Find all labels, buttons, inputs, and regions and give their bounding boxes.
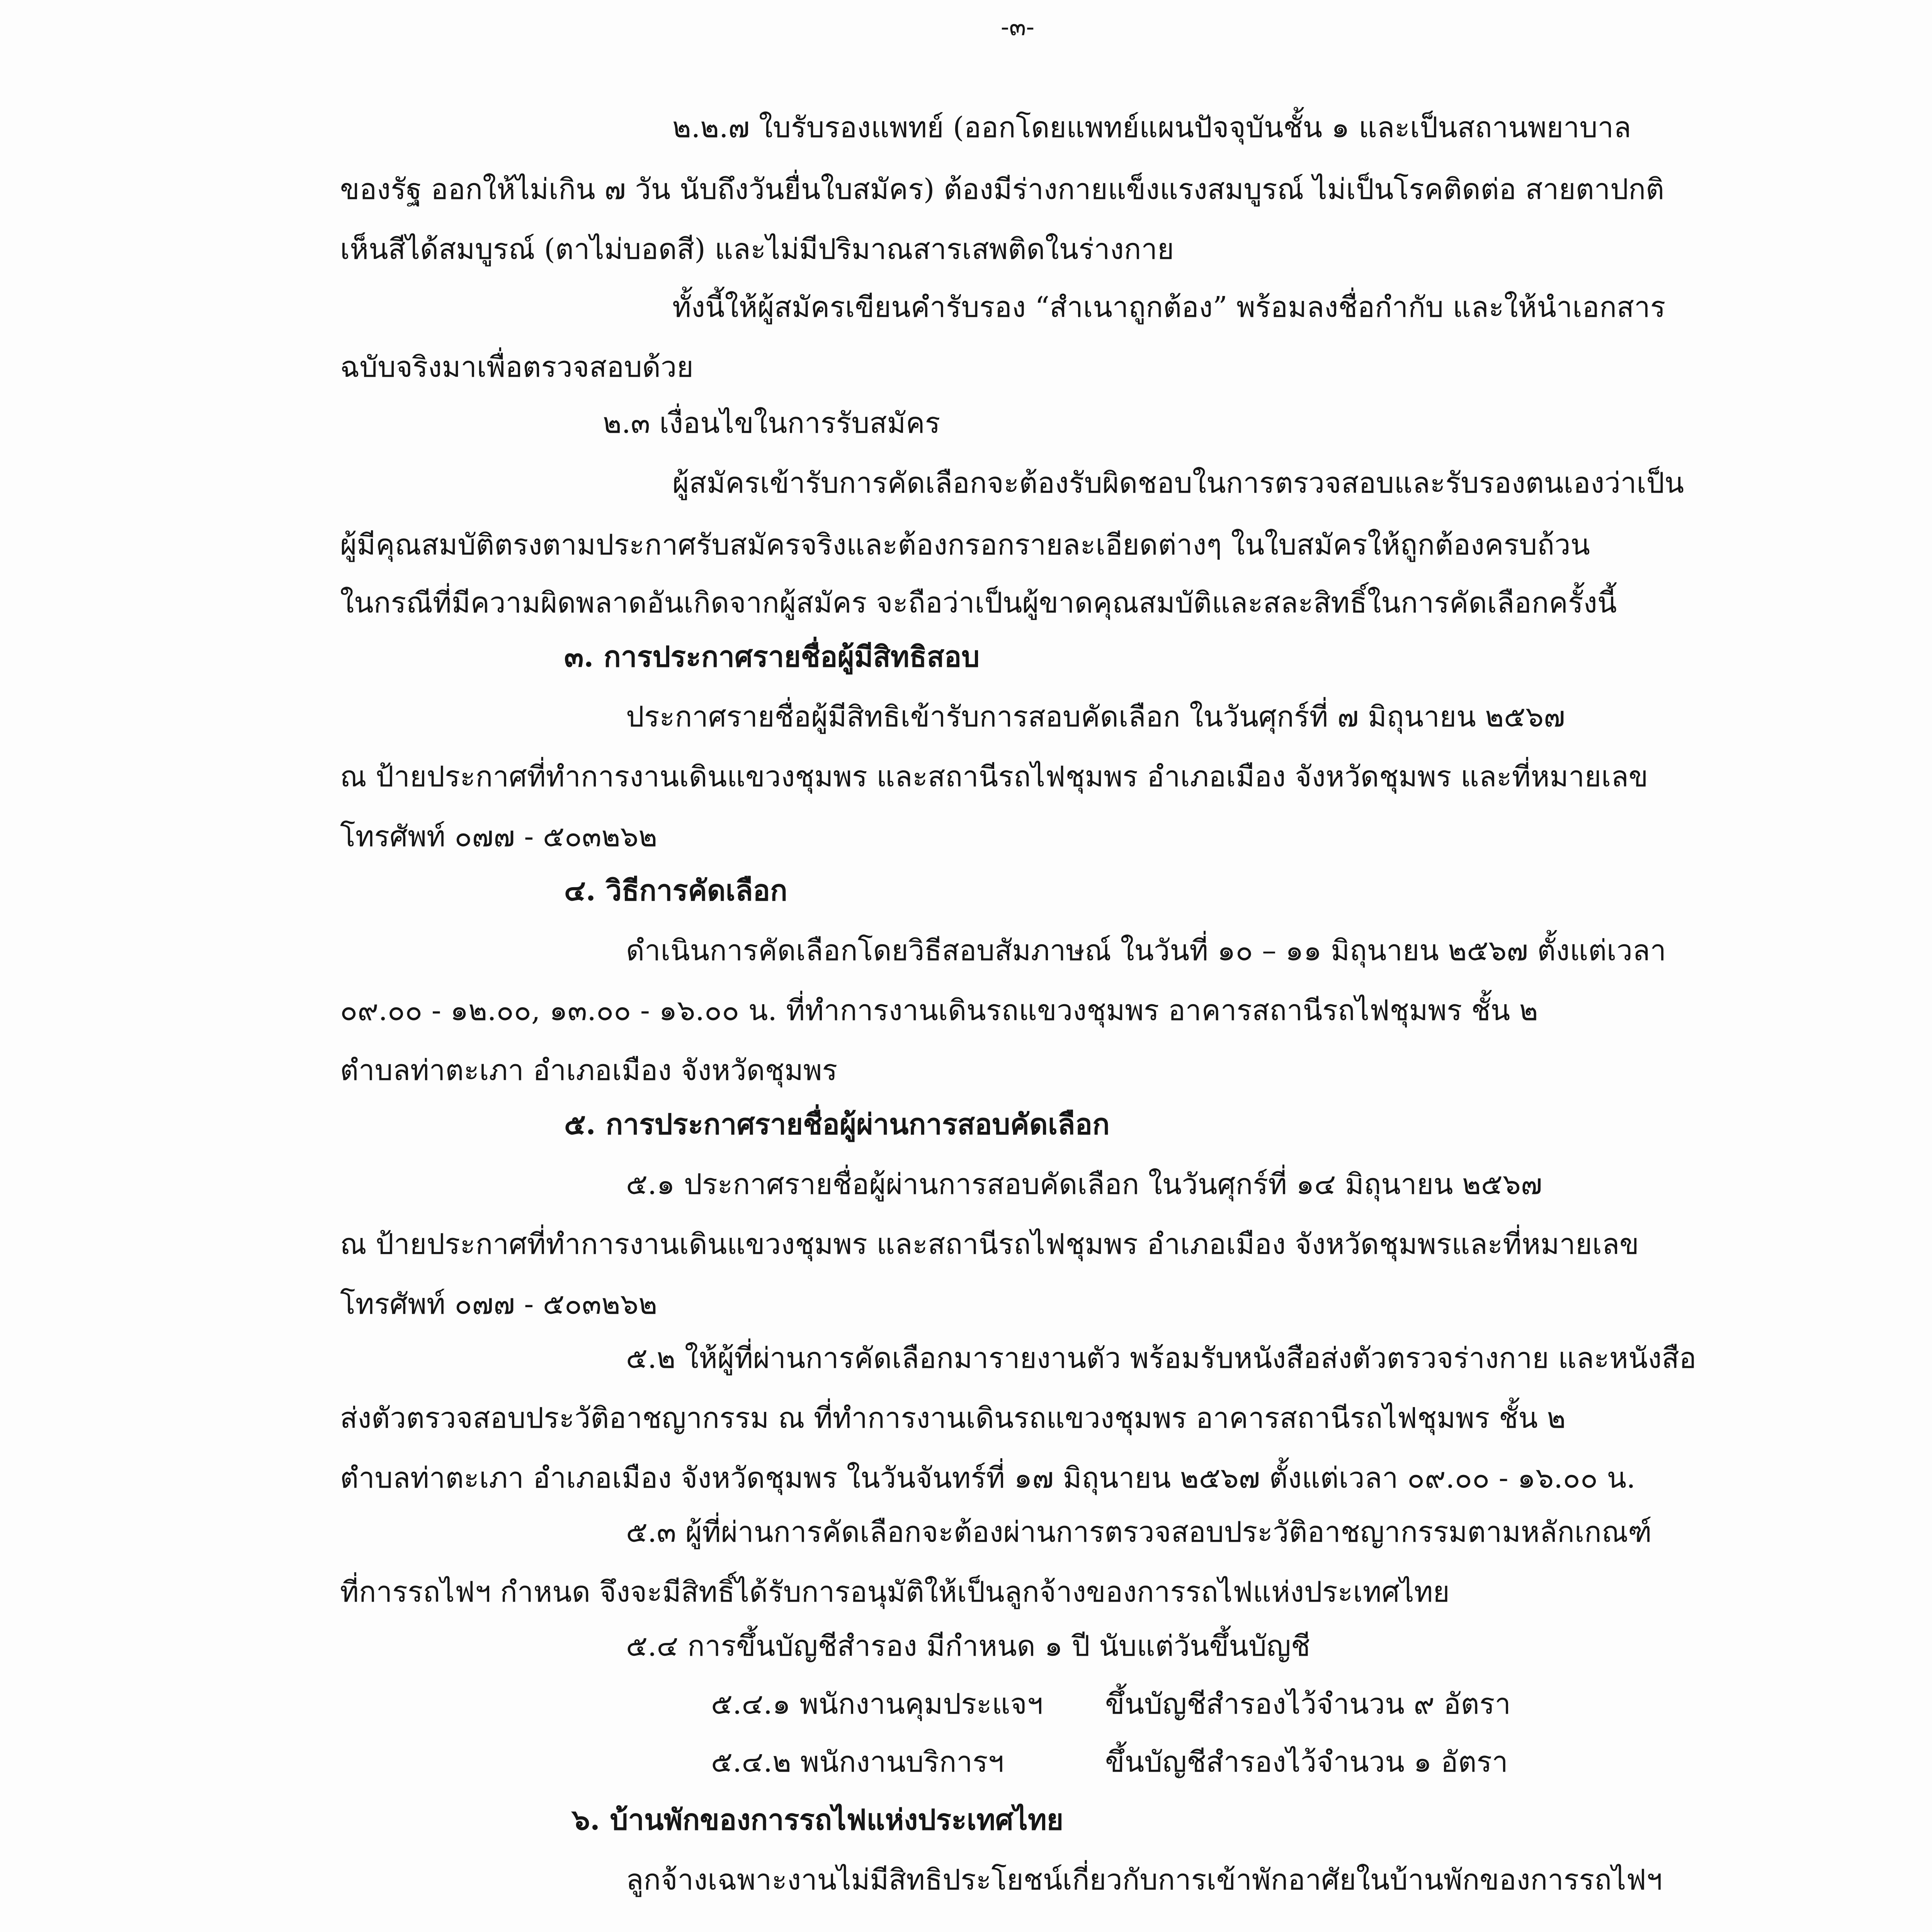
s227-line1: ๒.๒.๗ ใบรับรองแพทย์ (ออกโดยแพทย์แผนปัจจุบันชั้น ๑ และเป็นสถานพยาบาล xyxy=(672,111,1631,144)
s5-heading: ๕. การประกาศรายชื่อผู้ผ่านการสอบคัดเลือก xyxy=(564,1108,1110,1141)
s23-heading: ๒.๓ เงื่อนไขในการรับสมัคร xyxy=(603,406,940,440)
s4-line1: ดำเนินการคัดเลือกโดยวิธีสอบสัมภาษณ์ ในวันที่ ๑๐ – ๑๑ มิถุนายน ๒๕๖๗ ตั้งแต่เวลา xyxy=(626,934,1666,967)
s53-line1: ๕.๓ ผู้ที่ผ่านการคัดเลือกจะต้องผ่านการตรวจสอบประวัติอาชญากรรมตามหลักเกณฑ์ xyxy=(626,1515,1652,1549)
s52-line1: ๕.๒ ให้ผู้ที่ผ่านการคัดเลือกมารายงานตัว พร้อมรับหนังสือส่งตัวตรวจร่างกาย และหนังสือ xyxy=(626,1342,1697,1375)
s542-quota: ขึ้นบัญชีสำรองไว้จำนวน ๑ อัตรา xyxy=(1105,1745,1508,1779)
s52-line3: ตำบลท่าตะเภา อำเภอเมือง จังหวัดชุมพร ในวันจันทร์ที่ ๑๗ มิถุนายน ๒๕๖๗ ตั้งแต่เวลา ๐๙.๐๐ - ๑๖.๐๐ น. xyxy=(340,1461,1636,1495)
s542-position: ๕.๔.๒ พนักงานบริการฯ xyxy=(711,1745,1004,1779)
s53-line2: ที่การรถไฟฯ กำหนด จึงจะมีสิทธิ์ได้รับการอนุมัติให้เป็นลูกจ้างของการรถไฟแห่งประเทศไทย xyxy=(340,1575,1450,1609)
s541-quota: ขึ้นบัญชีสำรองไว้จำนวน ๙ อัตรา xyxy=(1105,1687,1511,1721)
s23-line1: ผู้สมัครเข้ารับการคัดเลือกจะต้องรับผิดชอบในการตรวจสอบและรับรองตนเองว่าเป็น xyxy=(672,466,1684,500)
s4-line2: ๐๙.๐๐ - ๑๒.๐๐, ๑๓.๐๐ - ๑๖.๐๐ น. ที่ทำการงานเดินรถแขวงชุมพร อาคารสถานีรถไฟชุมพร ชั้น ๒ xyxy=(340,994,1538,1027)
s3-line2: ณ ป้ายประกาศที่ทำการงานเดินแขวงชุมพร และสถานีรถไฟชุมพร อำเภอเมือง จังหวัดชุมพร และที่หมายเลข xyxy=(340,760,1648,793)
s227-line3: เห็นสีได้สมบูรณ์ (ตาไม่บอดสี) และไม่มีปริมาณสารเสพติดในร่างกาย xyxy=(340,233,1174,266)
s541-position: ๕.๔.๑ พนักงานคุมประแจฯ xyxy=(711,1687,1043,1721)
s51-line3: โทรศัพท์ ๐๗๗ - ๕๐๓๒๖๒ xyxy=(340,1287,658,1321)
s23-line3: ในกรณีที่มีความผิดพลาดอันเกิดจากผู้สมัคร จะถือว่าเป็นผู้ขาดคุณสมบัติและสละสิทธิ์ในการคัดเลือกครั้งนี้ xyxy=(340,586,1617,619)
s51-line1: ๕.๑ ประกาศรายชื่อผู้ผ่านการสอบคัดเลือก ในวันศุกร์ที่ ๑๔ มิถุนายน ๒๕๖๗ xyxy=(626,1168,1543,1201)
page-number: -๓- xyxy=(1001,13,1034,41)
s52-line2: ส่งตัวตรวจสอบประวัติอาชญากรรม ณ ที่ทำการงานเดินรถแขวงชุมพร อาคารสถานีรถไฟชุมพร ชั้น ๒ xyxy=(340,1401,1566,1435)
s3-line1: ประกาศรายชื่อผู้มีสิทธิเข้ารับการสอบคัดเลือก ในวันศุกร์ที่ ๗ มิถุนายน ๒๕๖๗ xyxy=(626,700,1565,733)
s4-line3: ตำบลท่าตะเภา อำเภอเมือง จังหวัดชุมพร xyxy=(340,1054,838,1087)
s3-heading: ๓. การประกาศรายชื่อผู้มีสิทธิสอบ xyxy=(564,640,980,673)
s227-note2: ฉบับจริงมาเพื่อตรวจสอบด้วย xyxy=(340,350,694,384)
s227-note1: ทั้งนี้ให้ผู้สมัครเขียนคำรับรอง “สำเนาถูกต้อง” พร้อมลงชื่อกำกับ และให้นำเอกสาร xyxy=(672,291,1666,324)
s51-line2: ณ ป้ายประกาศที่ทำการงานเดินแขวงชุมพร และสถานีรถไฟชุมพร อำเภอเมือง จังหวัดชุมพรและที่หมายเลข xyxy=(340,1228,1639,1261)
s227-line2: ของรัฐ ออกให้ไม่เกิน ๗ วัน นับถึงวันยื่นใบสมัคร) ต้องมีร่างกายแข็งแรงสมบูรณ์ ไม่เป็นโรคติดต่อ สายตาปกติ xyxy=(340,173,1665,206)
s4-heading: ๔. วิธีการคัดเลือก xyxy=(564,874,787,907)
s54-line: ๕.๔ การขึ้นบัญชีสำรอง มีกำหนด ๑ ปี นับแต่วันขึ้นบัญชี xyxy=(626,1629,1311,1663)
s3-line3: โทรศัพท์ ๐๗๗ - ๕๐๓๒๖๒ xyxy=(340,820,658,853)
s6-heading: ๖. บ้านพักของการรถไฟแห่งประเทศไทย xyxy=(572,1803,1064,1837)
s23-line2: ผู้มีคุณสมบัติตรงตามประกาศรับสมัครจริงและต้องกรอกรายละเอียดต่างๆ ในใบสมัครให้ถูกต้องครบถ้วน xyxy=(340,528,1590,561)
s6-line1: ลูกจ้างเฉพาะงานไม่มีสิทธิประโยชน์เกี่ยวกับการเข้าพักอาศัยในบ้านพักของการรถไฟฯ xyxy=(626,1863,1663,1896)
